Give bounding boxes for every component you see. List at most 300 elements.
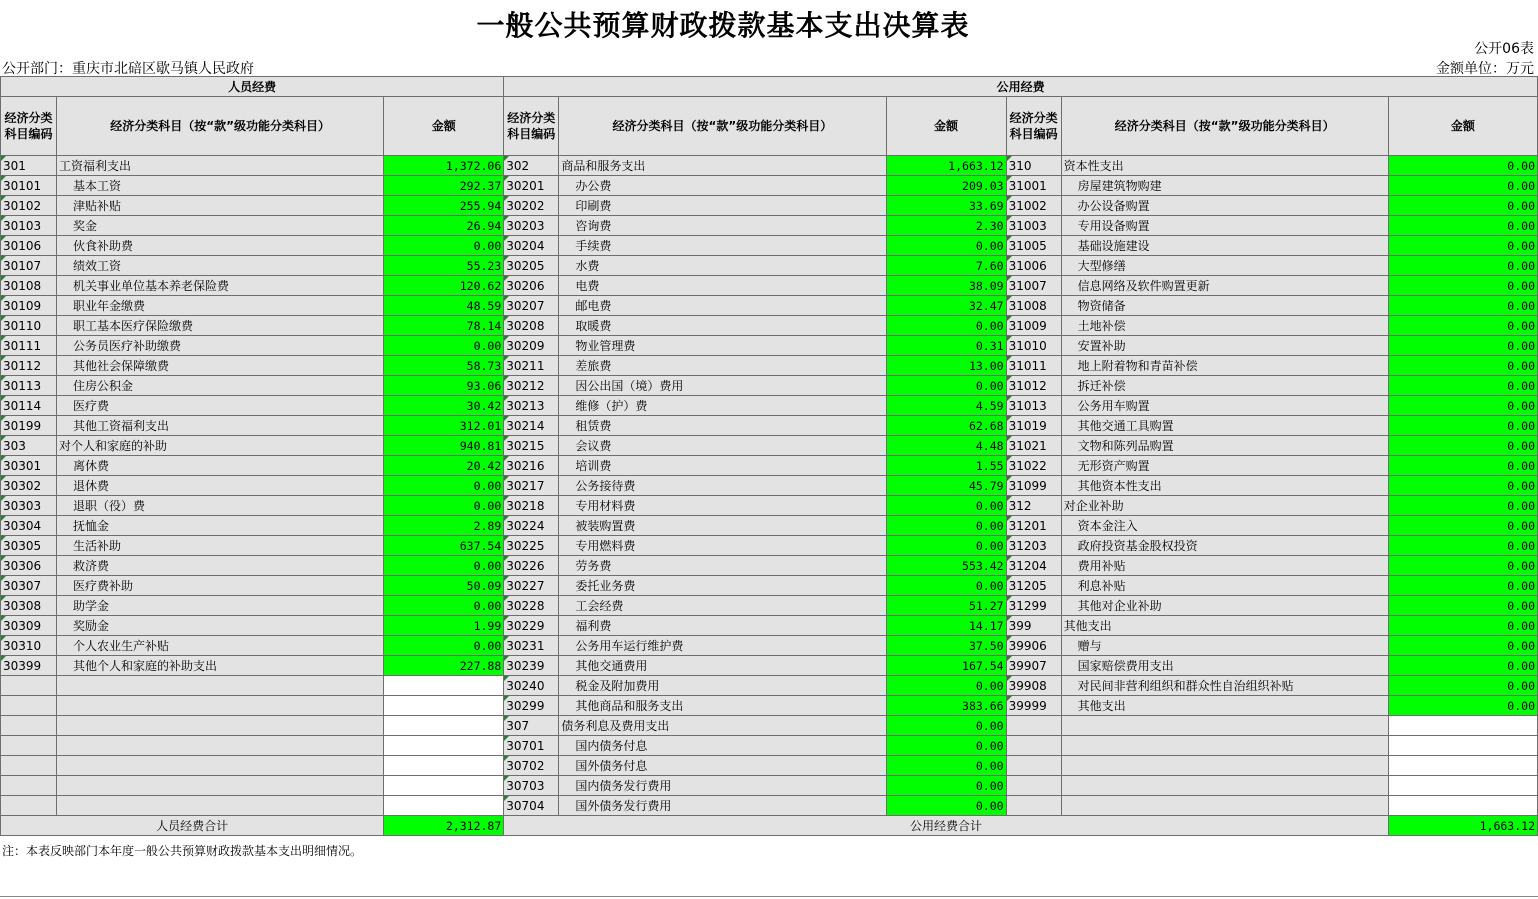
account-code: 30112 [1,356,57,376]
amount-cell: 4.48 [886,436,1006,456]
amount-cell: 0.00 [1388,456,1537,476]
table-row [1,636,1538,656]
amount-cell: 50.09 [384,576,504,596]
amount-cell: 0.00 [1388,196,1537,216]
table-row [1,356,1538,376]
table-row [1,456,1538,476]
table-row [1,696,1538,716]
account-code: 31021 [1006,436,1061,456]
amount-cell: 0.00 [1388,516,1537,536]
account-name: 咨询费 [559,216,886,236]
account-code [1006,716,1061,736]
account-code: 30214 [504,416,559,436]
table-row [1,616,1538,636]
table-row [1,736,1538,756]
table-row [1,316,1538,336]
account-name: 会议费 [559,436,886,456]
account-code: 31001 [1006,176,1061,196]
code-header: 经济分类科目编码 [504,97,559,156]
account-code: 31008 [1006,296,1061,316]
account-name: 医疗费补助 [57,576,384,596]
account-name: 奖金 [57,216,384,236]
account-code: 31012 [1006,376,1061,396]
amount-cell: 0.00 [886,536,1006,556]
amount-cell: 93.06 [384,376,504,396]
table-row [1,716,1538,736]
account-code: 30226 [504,556,559,576]
account-code: 30209 [504,336,559,356]
account-code: 30113 [1,376,57,396]
amount-cell: 2.89 [384,516,504,536]
expenditure-table [0,76,1538,836]
account-name [57,776,384,796]
name-header: 经济分类科目（按“款”级功能分类科目） [559,97,886,156]
account-name: 津贴补贴 [57,196,384,216]
account-code: 31013 [1006,396,1061,416]
account-name: 文物和陈列品购置 [1061,436,1388,456]
amount-cell: 0.00 [886,516,1006,536]
account-name: 赠与 [1061,636,1388,656]
account-code: 30301 [1,456,57,476]
amount-cell: 0.00 [384,336,504,356]
account-name: 维修（护）费 [559,396,886,416]
account-name: 委托业务费 [559,576,886,596]
account-name: 工会经费 [559,596,886,616]
account-code: 31201 [1006,516,1061,536]
account-code: 312 [1006,496,1061,516]
footnote: 注：本表反映部门本年度一般公共预算财政拨款基本支出明细情况。 [2,844,363,858]
account-code: 31011 [1006,356,1061,376]
account-code: 30702 [504,756,559,776]
account-code: 30305 [1,536,57,556]
amount-header: 金额 [1388,97,1537,156]
amount-cell: 48.59 [384,296,504,316]
account-name: 物业管理费 [559,336,886,356]
amount-cell: 4.59 [886,396,1006,416]
public-group-header: 公用经费 [504,77,1538,97]
amount-cell: 0.00 [886,376,1006,396]
table-row [1,276,1538,296]
amount-cell: 33.69 [886,196,1006,216]
account-code: 30199 [1,416,57,436]
account-name [57,756,384,776]
account-code: 399 [1006,616,1061,636]
bottom-divider [0,896,1538,897]
account-code: 30211 [504,356,559,376]
account-name: 其他支出 [1061,696,1388,716]
account-code: 30206 [504,276,559,296]
amount-cell [1388,776,1537,796]
account-code: 31299 [1006,596,1061,616]
table-row [1,776,1538,796]
table-row [1,296,1538,316]
account-name: 劳务费 [559,556,886,576]
account-code: 30704 [504,796,559,816]
account-code [1,796,57,816]
amount-cell: 14.17 [886,616,1006,636]
account-code: 301 [1,156,57,176]
amount-cell [384,676,504,696]
account-name: 培训费 [559,456,886,476]
account-code: 30109 [1,296,57,316]
amount-cell: 167.54 [886,656,1006,676]
account-code: 39907 [1006,656,1061,676]
account-name: 租赁费 [559,416,886,436]
account-code: 30231 [504,636,559,656]
account-code: 30110 [1,316,57,336]
account-name: 奖励金 [57,616,384,636]
table-row [1,476,1538,496]
account-code: 31203 [1006,536,1061,556]
amount-cell: 0.00 [1388,636,1537,656]
amount-cell: 51.27 [886,596,1006,616]
amount-cell: 0.00 [1388,156,1537,176]
account-name: 职业年金缴费 [57,296,384,316]
account-name: 取暖费 [559,316,886,336]
personnel-group-header: 人员经费 [1,77,504,97]
account-name [57,696,384,716]
amount-cell: 0.00 [1388,216,1537,236]
totals-row [1,816,1538,836]
account-code: 30304 [1,516,57,536]
amount-cell: 55.23 [384,256,504,276]
amount-cell: 0.00 [886,716,1006,736]
account-name: 助学金 [57,596,384,616]
amount-cell: 0.00 [384,476,504,496]
account-code: 31003 [1006,216,1061,236]
account-name [57,796,384,816]
account-code: 39908 [1006,676,1061,696]
account-code: 31006 [1006,256,1061,276]
amount-cell: 383.66 [886,696,1006,716]
table-row [1,496,1538,516]
account-name: 其他个人和家庭的补助支出 [57,656,384,676]
table-number: 公开06表 [1474,41,1534,57]
amount-cell: 1.55 [886,456,1006,476]
account-name: 公务用车运行维护费 [559,636,886,656]
amount-cell: 0.00 [1388,436,1537,456]
account-code: 30212 [504,376,559,396]
amount-cell: 940.81 [384,436,504,456]
account-code: 30310 [1,636,57,656]
account-name: 个人农业生产补贴 [57,636,384,656]
account-name: 对企业补助 [1061,496,1388,516]
account-name: 福利费 [559,616,886,636]
account-name: 其他商品和服务支出 [559,696,886,716]
unit-label: 金额单位：万元 [1436,61,1534,77]
account-code: 30306 [1,556,57,576]
account-name: 债务利息及费用支出 [559,716,886,736]
amount-cell: 0.00 [1388,576,1537,596]
account-code: 31010 [1006,336,1061,356]
account-name [1061,736,1388,756]
table-row [1,176,1538,196]
account-name: 其他支出 [1061,616,1388,636]
amount-cell: 1.99 [384,616,504,636]
account-name: 水费 [559,256,886,276]
amount-cell: 0.00 [886,576,1006,596]
account-name: 抚恤金 [57,516,384,536]
amount-cell: 0.00 [384,556,504,576]
account-name: 机关事业单位基本养老保险费 [57,276,384,296]
account-code [1,776,57,796]
personnel-total-amount: 2,312.87 [384,816,504,836]
personnel-total-label: 人员经费合计 [1,816,384,836]
account-name: 税金及附加费用 [559,676,886,696]
account-name: 电费 [559,276,886,296]
account-name: 其他社会保障缴费 [57,356,384,376]
amount-cell: 0.00 [886,316,1006,336]
account-name: 手续费 [559,236,886,256]
account-code: 30215 [504,436,559,456]
account-name: 公务用车购置 [1061,396,1388,416]
account-name: 印刷费 [559,196,886,216]
account-code: 39999 [1006,696,1061,716]
account-code: 30302 [1,476,57,496]
account-name: 物资储备 [1061,296,1388,316]
account-name: 办公设备购置 [1061,196,1388,216]
table-row [1,796,1538,816]
amount-cell: 38.09 [886,276,1006,296]
amount-cell: 0.00 [1388,536,1537,556]
amount-cell: 0.00 [384,636,504,656]
account-code: 30308 [1,596,57,616]
account-name: 其他资本性支出 [1061,476,1388,496]
amount-cell: 0.00 [384,496,504,516]
account-code: 30303 [1,496,57,516]
account-code: 30218 [504,496,559,516]
amount-cell [384,756,504,776]
amount-cell: 0.00 [384,236,504,256]
amount-cell: 32.47 [886,296,1006,316]
table-row [1,536,1538,556]
amount-cell [384,736,504,756]
page-title: 一般公共预算财政拨款基本支出决算表 [476,9,970,42]
amount-header: 金额 [886,97,1006,156]
table-row [1,576,1538,596]
account-name: 其他对企业补助 [1061,596,1388,616]
account-code: 30201 [504,176,559,196]
account-code: 302 [504,156,559,176]
account-code: 310 [1006,156,1061,176]
account-name: 国内债务发行费用 [559,776,886,796]
amount-cell: 0.00 [1388,696,1537,716]
account-code: 31002 [1006,196,1061,216]
amount-cell: 0.00 [1388,556,1537,576]
account-code: 30108 [1,276,57,296]
account-name: 对个人和家庭的补助 [57,436,384,456]
account-code: 30204 [504,236,559,256]
account-code [1,716,57,736]
account-code: 30307 [1,576,57,596]
account-name: 费用补贴 [1061,556,1388,576]
amount-cell: 312.01 [384,416,504,436]
amount-cell: 0.00 [1388,336,1537,356]
amount-cell [384,716,504,736]
account-code: 30101 [1,176,57,196]
account-code: 30228 [504,596,559,616]
amount-cell: 0.00 [1388,676,1537,696]
account-name: 退休费 [57,476,384,496]
account-code: 30229 [504,616,559,636]
table-row [1,236,1538,256]
amount-cell [384,696,504,716]
amount-cell: 0.00 [1388,356,1537,376]
table-row [1,396,1538,416]
account-name: 其他工资福利支出 [57,416,384,436]
account-code: 303 [1,436,57,456]
account-name: 基本工资 [57,176,384,196]
account-code: 30102 [1,196,57,216]
name-header: 经济分类科目（按“款”级功能分类科目） [57,97,384,156]
account-code [1006,776,1061,796]
account-code [1006,736,1061,756]
account-name [57,716,384,736]
account-name: 邮电费 [559,296,886,316]
account-name: 救济费 [57,556,384,576]
amount-cell [1388,716,1537,736]
amount-cell: 26.94 [384,216,504,236]
account-code: 30106 [1,236,57,256]
account-name: 公务接待费 [559,476,886,496]
account-name: 伙食补助费 [57,236,384,256]
account-code: 31022 [1006,456,1061,476]
account-name: 资本金注入 [1061,516,1388,536]
account-name: 退职（役）费 [57,496,384,516]
amount-cell: 637.54 [384,536,504,556]
account-name: 职工基本医疗保险缴费 [57,316,384,336]
account-name: 国内债务付息 [559,736,886,756]
account-name: 办公费 [559,176,886,196]
table-row [1,256,1538,276]
account-code [1,736,57,756]
amount-cell: 0.00 [1388,376,1537,396]
account-code: 30399 [1,656,57,676]
account-code: 30203 [504,216,559,236]
amount-cell: 62.68 [886,416,1006,436]
account-name: 其他交通费用 [559,656,886,676]
amount-cell: 0.00 [1388,596,1537,616]
account-code: 30701 [504,736,559,756]
amount-cell: 0.00 [1388,476,1537,496]
amount-cell: 20.42 [384,456,504,476]
amount-cell: 0.00 [384,596,504,616]
amount-cell: 45.79 [886,476,1006,496]
table-row [1,676,1538,696]
account-name: 政府投资基金股权投资 [1061,536,1388,556]
account-name: 差旅费 [559,356,886,376]
account-name: 大型修缮 [1061,256,1388,276]
account-code: 39906 [1006,636,1061,656]
amount-cell: 0.00 [1388,496,1537,516]
account-name: 公务员医疗补助缴费 [57,336,384,356]
amount-cell [1388,756,1537,776]
account-code: 30208 [504,316,559,336]
account-code: 30107 [1,256,57,276]
amount-cell: 0.00 [1388,176,1537,196]
amount-cell: 0.00 [1388,256,1537,276]
account-code: 30227 [504,576,559,596]
account-code: 30213 [504,396,559,416]
code-header: 经济分类科目编码 [1006,97,1061,156]
amount-cell: 13.00 [886,356,1006,376]
account-name: 离休费 [57,456,384,476]
amount-cell: 0.00 [1388,656,1537,676]
account-name: 专用燃料费 [559,536,886,556]
public-total-amount: 1,663.12 [1388,816,1537,836]
account-name: 基础设施建设 [1061,236,1388,256]
amount-cell: 227.88 [384,656,504,676]
account-code: 30207 [504,296,559,316]
account-code [1,676,57,696]
name-header: 经济分类科目（按“款”级功能分类科目） [1061,97,1388,156]
account-name [1061,796,1388,816]
amount-cell: 30.42 [384,396,504,416]
table-row [1,416,1538,436]
account-name: 土地补偿 [1061,316,1388,336]
amount-cell: 0.00 [1388,616,1537,636]
account-code: 31007 [1006,276,1061,296]
account-name: 信息网络及软件购置更新 [1061,276,1388,296]
account-name [57,676,384,696]
account-code: 30240 [504,676,559,696]
account-code: 30205 [504,256,559,276]
amount-cell: 0.00 [886,496,1006,516]
account-name: 其他交通工具购置 [1061,416,1388,436]
amount-cell: 0.00 [886,776,1006,796]
table-row [1,516,1538,536]
account-name: 利息补贴 [1061,576,1388,596]
amount-cell: 553.42 [886,556,1006,576]
amount-cell: 209.03 [886,176,1006,196]
table-row [1,376,1538,396]
account-code: 31019 [1006,416,1061,436]
account-code: 30114 [1,396,57,416]
account-name [1061,716,1388,736]
account-name: 住房公积金 [57,376,384,396]
account-code [1,696,57,716]
account-name [57,736,384,756]
amount-cell [384,776,504,796]
table-row [1,156,1538,176]
account-name: 生活补助 [57,536,384,556]
account-name: 国外债务付息 [559,756,886,776]
amount-cell: 120.62 [384,276,504,296]
table-row [1,756,1538,776]
account-code: 30239 [504,656,559,676]
amount-cell: 255.94 [384,196,504,216]
account-name [1061,776,1388,796]
amount-cell: 0.00 [1388,396,1537,416]
amount-cell: 0.00 [886,756,1006,776]
account-name: 地上附着物和青苗补偿 [1061,356,1388,376]
account-code: 30202 [504,196,559,216]
account-name [1061,756,1388,776]
account-code: 31205 [1006,576,1061,596]
amount-cell: 0.31 [886,336,1006,356]
amount-cell: 2.30 [886,216,1006,236]
amount-cell: 0.00 [886,736,1006,756]
account-name: 安置补助 [1061,336,1388,356]
account-name: 国外债务发行费用 [559,796,886,816]
public-total-label: 公用经费合计 [504,816,1389,836]
amount-cell: 0.00 [1388,236,1537,256]
amount-cell: 0.00 [886,236,1006,256]
account-code [1,756,57,776]
amount-cell: 7.60 [886,256,1006,276]
account-code: 30309 [1,616,57,636]
account-name: 资本性支出 [1061,156,1388,176]
